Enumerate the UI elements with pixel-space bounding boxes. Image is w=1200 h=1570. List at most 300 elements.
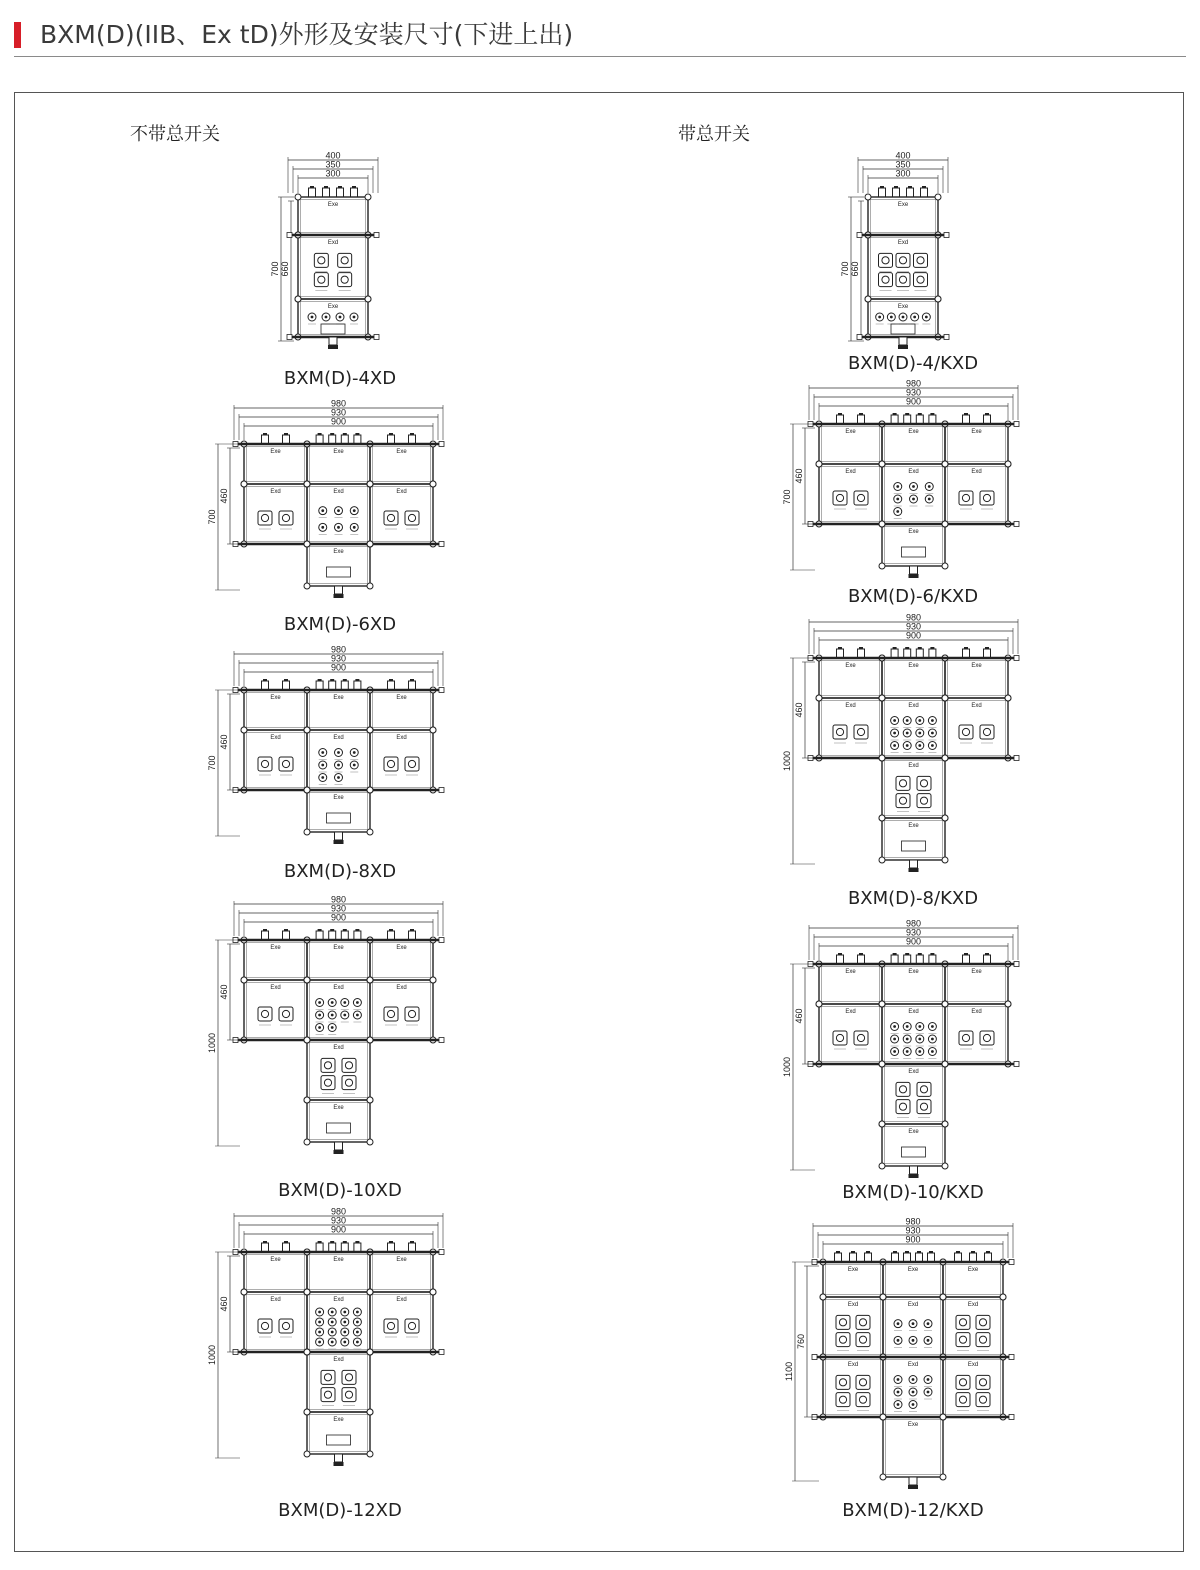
- indicator-lamp-center: [318, 1001, 321, 1004]
- indicator-lamp-center: [343, 1341, 346, 1344]
- nameplate: [327, 1123, 351, 1133]
- breaker-switch-icon: [836, 1393, 850, 1407]
- cable-gland-icon: [309, 188, 316, 197]
- breaker-switch-icon: [879, 273, 893, 287]
- bolt-icon: [241, 481, 247, 487]
- indicator-lamp-center: [918, 719, 921, 722]
- cable-gland-icon: [341, 931, 348, 940]
- bottom-gland-nut: [334, 1462, 344, 1466]
- bolt-icon: [304, 727, 310, 733]
- indicator-lamp-center: [893, 719, 896, 722]
- cable-gland-icon: [904, 649, 911, 658]
- mounting-hole: [1009, 1355, 1014, 1360]
- mounting-hole: [857, 233, 862, 238]
- indicator-lamp-center: [918, 1025, 921, 1028]
- dimension-label: 980: [330, 894, 347, 905]
- indicator-lamp-center: [902, 316, 905, 319]
- cable-gland-cap: [284, 1241, 288, 1243]
- dimension-label: 980: [330, 1206, 347, 1217]
- breaker-switch-icon: [258, 757, 272, 771]
- bolt-icon: [367, 1409, 373, 1415]
- compartment-label-exd: Exd: [845, 703, 856, 709]
- cable-gland-icon: [955, 1253, 962, 1262]
- bottom-gland-nut: [334, 840, 344, 844]
- model-label: BXM(D)-8XD: [283, 861, 397, 882]
- compartment-label-exe: Exe: [907, 1267, 919, 1273]
- bolt-icon: [304, 1451, 310, 1457]
- compartment-label-exd: Exd: [270, 735, 281, 741]
- breaker-switch-icon: [405, 511, 419, 525]
- bottom-gland-icon: [335, 832, 343, 840]
- indicator-lamp-center: [893, 744, 896, 747]
- bolt-icon: [304, 481, 310, 487]
- model-label: BXM(D)-4XD: [283, 368, 397, 389]
- bolt-icon: [367, 977, 373, 983]
- mounting-hole: [812, 1355, 817, 1360]
- cable-gland-cap: [410, 1241, 414, 1243]
- indicator-lamp-center: [318, 1341, 321, 1344]
- cable-gland-cap: [971, 1251, 975, 1253]
- breaker-switch-icon: [338, 273, 352, 287]
- indicator-lamp-center: [918, 732, 921, 735]
- compartment-label-exd: Exd: [971, 703, 982, 709]
- model-label: BXM(D)-10XD: [278, 1180, 402, 1201]
- nameplate: [321, 324, 345, 334]
- compartment-label-exe: Exe: [396, 695, 407, 701]
- compartment-label-exd: Exd: [333, 489, 344, 495]
- compartment-label-exd: Exd: [908, 1069, 919, 1075]
- cable-gland-cap: [964, 413, 968, 415]
- indicator-lamp-center: [318, 1014, 321, 1017]
- cable-gland-cap: [263, 433, 267, 435]
- indicator-lamp-center: [927, 1391, 930, 1394]
- cable-gland-cap: [880, 186, 884, 188]
- indicator-lamp-center: [918, 1038, 921, 1041]
- cable-gland-cap: [410, 433, 414, 435]
- cable-gland-cap: [410, 929, 414, 931]
- bolt-icon: [367, 829, 373, 835]
- cable-gland-cap: [410, 679, 414, 681]
- enclosure-drawing: [207, 894, 455, 1166]
- compartment-label-exe: Exe: [333, 1417, 344, 1423]
- dimension-label: 930: [330, 653, 347, 664]
- model-label: BXM(D)-12/KXD: [842, 1500, 984, 1521]
- cable-gland-cap: [330, 929, 334, 931]
- breaker-switch-icon: [321, 1076, 335, 1090]
- indicator-lamp-center: [318, 1311, 321, 1314]
- breaker-switch-icon: [959, 491, 973, 505]
- indicator-lamp-center: [896, 510, 899, 513]
- bolt-icon: [879, 815, 885, 821]
- mounting-hole: [439, 1350, 444, 1355]
- indicator-lamp-center: [353, 509, 356, 512]
- breaker-switch-icon: [258, 1007, 272, 1021]
- cable-gland-cap: [986, 1251, 990, 1253]
- bottom-gland-icon: [899, 337, 907, 345]
- compartment-label-exe: Exe: [396, 945, 407, 951]
- cable-gland-cap: [964, 953, 968, 955]
- dimension-label: 900: [330, 662, 347, 673]
- page-header: [14, 16, 1186, 57]
- indicator-lamp-center: [318, 1321, 321, 1324]
- bottom-gland-icon: [910, 566, 918, 574]
- indicator-lamp-center: [925, 316, 928, 319]
- compartment-label-exe: Exe: [908, 1129, 919, 1135]
- cable-gland-cap: [330, 433, 334, 435]
- nameplate: [327, 1435, 351, 1445]
- cable-gland-cap: [284, 433, 288, 435]
- accent-bar: [14, 22, 21, 48]
- compartment-label-exe: Exe: [270, 945, 281, 951]
- indicator-lamp-center: [896, 498, 899, 501]
- indicator-lamp-center: [331, 1026, 334, 1029]
- cable-gland-cap: [318, 1241, 322, 1243]
- bolt-icon: [430, 1289, 436, 1295]
- indicator-lamp-center: [337, 776, 340, 779]
- indicator-lamp-center: [337, 751, 340, 754]
- breaker-switch-icon: [980, 491, 994, 505]
- cable-gland-icon: [837, 649, 844, 658]
- mounting-hole: [439, 688, 444, 693]
- cable-gland-cap: [929, 1251, 933, 1253]
- compartment-label-exd: Exd: [897, 240, 909, 246]
- cable-gland-icon: [354, 435, 361, 444]
- indicator-lamp-center: [325, 316, 328, 319]
- compartment-label-exd: Exd: [967, 1362, 979, 1368]
- bolt-icon: [879, 1001, 885, 1007]
- breaker-switch-icon: [342, 1388, 356, 1402]
- cable-gland-icon: [341, 681, 348, 690]
- cable-gland-icon: [337, 188, 344, 197]
- breaker-switch-icon: [976, 1333, 990, 1347]
- indicator-lamp-center: [331, 1001, 334, 1004]
- indicator-lamp-center: [353, 526, 356, 529]
- diagram-bxmd-4-kxd: [840, 152, 955, 352]
- dimension-label: 980: [905, 1216, 921, 1227]
- bottom-gland-icon: [335, 586, 343, 594]
- cable-gland-cap: [851, 1251, 855, 1253]
- compartment-label-exd: Exd: [396, 489, 407, 495]
- indicator-lamp-center: [912, 498, 915, 501]
- breaker-switch-icon: [279, 757, 293, 771]
- bolt-icon: [367, 787, 373, 793]
- cable-gland-cap: [908, 186, 912, 188]
- compartment-label-exe: Exe: [270, 449, 281, 455]
- model-label: BXM(D)-6XD: [283, 614, 397, 635]
- bolt-icon: [1005, 461, 1011, 467]
- breaker-switch-icon: [917, 1082, 931, 1096]
- indicator-lamp-center: [893, 1025, 896, 1028]
- dimension-label: 930: [905, 387, 922, 398]
- breaker-switch-icon: [917, 1100, 931, 1114]
- bolt-icon: [942, 461, 948, 467]
- bolt-icon: [880, 1414, 886, 1420]
- breaker-switch-icon: [854, 491, 868, 505]
- indicator-lamp-center: [337, 509, 340, 512]
- cable-gland-icon: [929, 415, 936, 424]
- cable-gland-cap: [352, 186, 356, 188]
- breaker-switch-icon: [342, 1076, 356, 1090]
- compartment-label-exe: Exe: [971, 429, 982, 435]
- cable-gland-cap: [893, 953, 897, 955]
- indicator-lamp-center: [356, 1321, 359, 1324]
- enclosure-drawing: [782, 918, 1030, 1190]
- compartment-label-exe: Exe: [333, 795, 344, 801]
- cable-gland-icon: [262, 435, 269, 444]
- breaker-switch-icon: [405, 1007, 419, 1021]
- indicator-lamp-center: [331, 1331, 334, 1334]
- dimension-label: 400: [325, 150, 341, 161]
- dimension-label: 900: [905, 630, 922, 641]
- bottom-gland-icon: [910, 860, 918, 868]
- bolt-icon: [816, 461, 822, 467]
- cable-gland-icon: [388, 435, 395, 444]
- compartment-label-exd: Exd: [333, 1045, 344, 1051]
- model-label: BXM(D)-8/KXD: [847, 888, 979, 909]
- compartment-label-exe: Exe: [270, 695, 281, 701]
- bolt-icon: [365, 194, 371, 200]
- bolt-icon: [940, 1294, 946, 1300]
- cable-gland-icon: [837, 955, 844, 964]
- dimension-label: 980: [330, 644, 347, 655]
- breaker-switch-icon: [321, 1388, 335, 1402]
- bolt-icon: [304, 829, 310, 835]
- cable-gland-cap: [324, 186, 328, 188]
- dimension-label: 980: [905, 612, 922, 623]
- cable-gland-cap: [355, 929, 359, 931]
- mounting-hole: [439, 788, 444, 793]
- compartment-label-exd: Exd: [908, 469, 919, 475]
- bolt-icon: [430, 727, 436, 733]
- cable-gland-cap: [355, 679, 359, 681]
- cable-gland-icon: [858, 955, 865, 964]
- cable-gland-cap: [338, 186, 342, 188]
- cable-gland-cap: [893, 647, 897, 649]
- compartment-label-exd: Exd: [333, 1357, 344, 1363]
- cable-gland-cap: [838, 953, 842, 955]
- nameplate: [327, 813, 351, 823]
- mounting-hole: [439, 442, 444, 447]
- cable-gland-icon: [283, 1243, 290, 1252]
- cable-gland-cap: [310, 186, 314, 188]
- dimension-label: 300: [325, 168, 341, 179]
- indicator-lamp-center: [928, 485, 931, 488]
- indicator-lamp-center: [318, 1331, 321, 1334]
- cable-gland-cap: [318, 929, 322, 931]
- breaker-switch-icon: [896, 253, 910, 267]
- bolt-icon: [942, 1121, 948, 1127]
- column-label-left: 不带总开关: [130, 124, 220, 145]
- cable-gland-icon: [904, 955, 911, 964]
- cable-gland-icon: [341, 1243, 348, 1252]
- breaker-switch-icon: [856, 1375, 870, 1389]
- cable-gland-icon: [316, 435, 323, 444]
- dimension-label: 700: [782, 489, 792, 505]
- cable-gland-icon: [329, 1243, 336, 1252]
- bolt-icon: [295, 296, 301, 302]
- indicator-lamp-center: [912, 1403, 915, 1406]
- dimension-label: 1000: [782, 1056, 792, 1078]
- indicator-lamp-center: [912, 1391, 915, 1394]
- cable-gland-icon: [388, 1243, 395, 1252]
- bolt-icon: [241, 727, 247, 733]
- indicator-lamp-center: [890, 316, 893, 319]
- cable-gland-cap: [343, 433, 347, 435]
- dimension-label: 350: [325, 159, 341, 170]
- breaker-switch-icon: [856, 1393, 870, 1407]
- nameplate: [902, 547, 926, 557]
- bolt-icon: [879, 755, 885, 761]
- indicator-lamp-center: [893, 732, 896, 735]
- bolt-icon: [367, 1139, 373, 1145]
- breaker-switch-icon: [956, 1393, 970, 1407]
- indicator-lamp-center: [353, 764, 356, 767]
- cable-gland-cap: [918, 647, 922, 649]
- cable-gland-cap: [985, 953, 989, 955]
- indicator-lamp-center: [931, 744, 934, 747]
- cable-gland-icon: [409, 435, 416, 444]
- bolt-icon: [879, 521, 885, 527]
- dimension-label: 980: [330, 398, 347, 409]
- indicator-lamp-center: [321, 509, 324, 512]
- dimension-label: 980: [905, 378, 922, 389]
- compartment-label-exd: Exd: [908, 763, 919, 769]
- compartment-label-exe: Exe: [333, 549, 344, 555]
- breaker-switch-icon: [980, 725, 994, 739]
- breaker-switch-icon: [896, 1082, 910, 1096]
- cable-gland-cap: [918, 953, 922, 955]
- compartment-label-exd: Exd: [971, 1009, 982, 1015]
- bolt-icon: [942, 1163, 948, 1169]
- bolt-icon: [295, 194, 301, 200]
- cable-gland-icon: [963, 415, 970, 424]
- diagram-bxmd-4xd: [270, 152, 385, 352]
- compartment-label-exe: Exe: [333, 1257, 344, 1263]
- compartment-label-exe: Exe: [908, 663, 919, 669]
- indicator-lamp-center: [897, 1322, 900, 1325]
- breaker-switch-icon: [836, 1315, 850, 1329]
- compartment-label-exd: Exd: [270, 985, 281, 991]
- cable-gland-cap: [985, 647, 989, 649]
- indicator-lamp-center: [927, 1378, 930, 1381]
- compartment-label-exd: Exd: [847, 1362, 859, 1368]
- cable-gland-cap: [905, 953, 909, 955]
- breaker-switch-icon: [856, 1333, 870, 1347]
- compartment-label-exe: Exe: [908, 823, 919, 829]
- indicator-lamp-center: [356, 1341, 359, 1344]
- cable-gland-icon: [409, 681, 416, 690]
- breaker-switch-icon: [405, 757, 419, 771]
- cable-gland-cap: [318, 679, 322, 681]
- dimension-label: 1100: [784, 1361, 794, 1382]
- cable-gland-icon: [354, 1243, 361, 1252]
- cable-gland-cap: [922, 186, 926, 188]
- indicator-lamp-center: [931, 1025, 934, 1028]
- bolt-icon: [880, 1294, 886, 1300]
- dimension-label: 460: [794, 1008, 804, 1024]
- cable-gland-icon: [262, 681, 269, 690]
- compartment-label-exe: Exe: [897, 202, 909, 208]
- mounting-hole: [1009, 1415, 1014, 1420]
- mounting-hole: [439, 1250, 444, 1255]
- breaker-switch-icon: [258, 511, 272, 525]
- breaker-switch-icon: [956, 1375, 970, 1389]
- indicator-lamp-center: [356, 1001, 359, 1004]
- breaker-switch-icon: [384, 757, 398, 771]
- breaker-switch-icon: [833, 725, 847, 739]
- bottom-gland-nut: [908, 1485, 918, 1489]
- bolt-icon: [880, 1474, 886, 1480]
- indicator-lamp-center: [931, 719, 934, 722]
- indicator-lamp-center: [912, 1378, 915, 1381]
- compartment-label-exe: Exe: [327, 304, 339, 310]
- compartment-label-exd: Exd: [396, 735, 407, 741]
- dimension-label: 1000: [782, 750, 792, 772]
- enclosure-drawing: [782, 612, 1030, 884]
- indicator-lamp-center: [321, 751, 324, 754]
- enclosure-drawing: [207, 1206, 455, 1478]
- indicator-lamp-center: [331, 1311, 334, 1314]
- cable-gland-icon: [916, 415, 923, 424]
- cable-gland-icon: [850, 1253, 857, 1262]
- diagram-bxmd-6-kxd: [782, 378, 1030, 650]
- breaker-switch-icon: [959, 1031, 973, 1045]
- breaker-switch-icon: [917, 776, 931, 790]
- breaker-switch-icon: [258, 1319, 272, 1333]
- breaker-switch-icon: [917, 794, 931, 808]
- compartment-label-exe: Exe: [333, 449, 344, 455]
- cable-gland-icon: [963, 955, 970, 964]
- bolt-icon: [304, 787, 310, 793]
- indicator-lamp-center: [928, 498, 931, 501]
- indicator-lamp-center: [897, 1339, 900, 1342]
- indicator-lamp-center: [311, 316, 314, 319]
- breaker-switch-icon: [854, 1031, 868, 1045]
- enclosure-drawing: [785, 1218, 1030, 1493]
- mounting-hole: [944, 335, 949, 340]
- breaker-switch-icon: [279, 1319, 293, 1333]
- cable-gland-cap: [263, 679, 267, 681]
- cable-gland-cap: [343, 929, 347, 931]
- breaker-switch-icon: [836, 1333, 850, 1347]
- bottom-gland-nut: [898, 345, 908, 349]
- cable-gland-icon: [341, 435, 348, 444]
- dimension-label: 930: [905, 1225, 921, 1236]
- cable-gland-icon: [329, 931, 336, 940]
- enclosure-inner-edge: [301, 238, 366, 297]
- indicator-lamp-center: [343, 1014, 346, 1017]
- cable-gland-cap: [389, 929, 393, 931]
- bolt-icon: [304, 1409, 310, 1415]
- dimension-label: 930: [330, 407, 347, 418]
- bottom-gland-nut: [909, 868, 919, 872]
- breaker-switch-icon: [314, 273, 328, 287]
- breaker-switch-icon: [833, 1031, 847, 1045]
- indicator-lamp-center: [331, 1341, 334, 1344]
- bottom-gland-icon: [329, 337, 337, 345]
- model-label: BXM(D)-4/KXD: [847, 353, 979, 374]
- breaker-switch-icon: [342, 1370, 356, 1384]
- bottom-gland-icon: [335, 1142, 343, 1150]
- indicator-lamp-center: [906, 744, 909, 747]
- cable-gland-icon: [984, 649, 991, 658]
- cable-gland-cap: [905, 1251, 909, 1253]
- compartment-label-exd: Exd: [396, 985, 407, 991]
- cable-gland-cap: [930, 953, 934, 955]
- compartment-label-exe: Exe: [897, 304, 909, 310]
- cable-gland-icon: [388, 931, 395, 940]
- cable-gland-icon: [865, 1253, 872, 1262]
